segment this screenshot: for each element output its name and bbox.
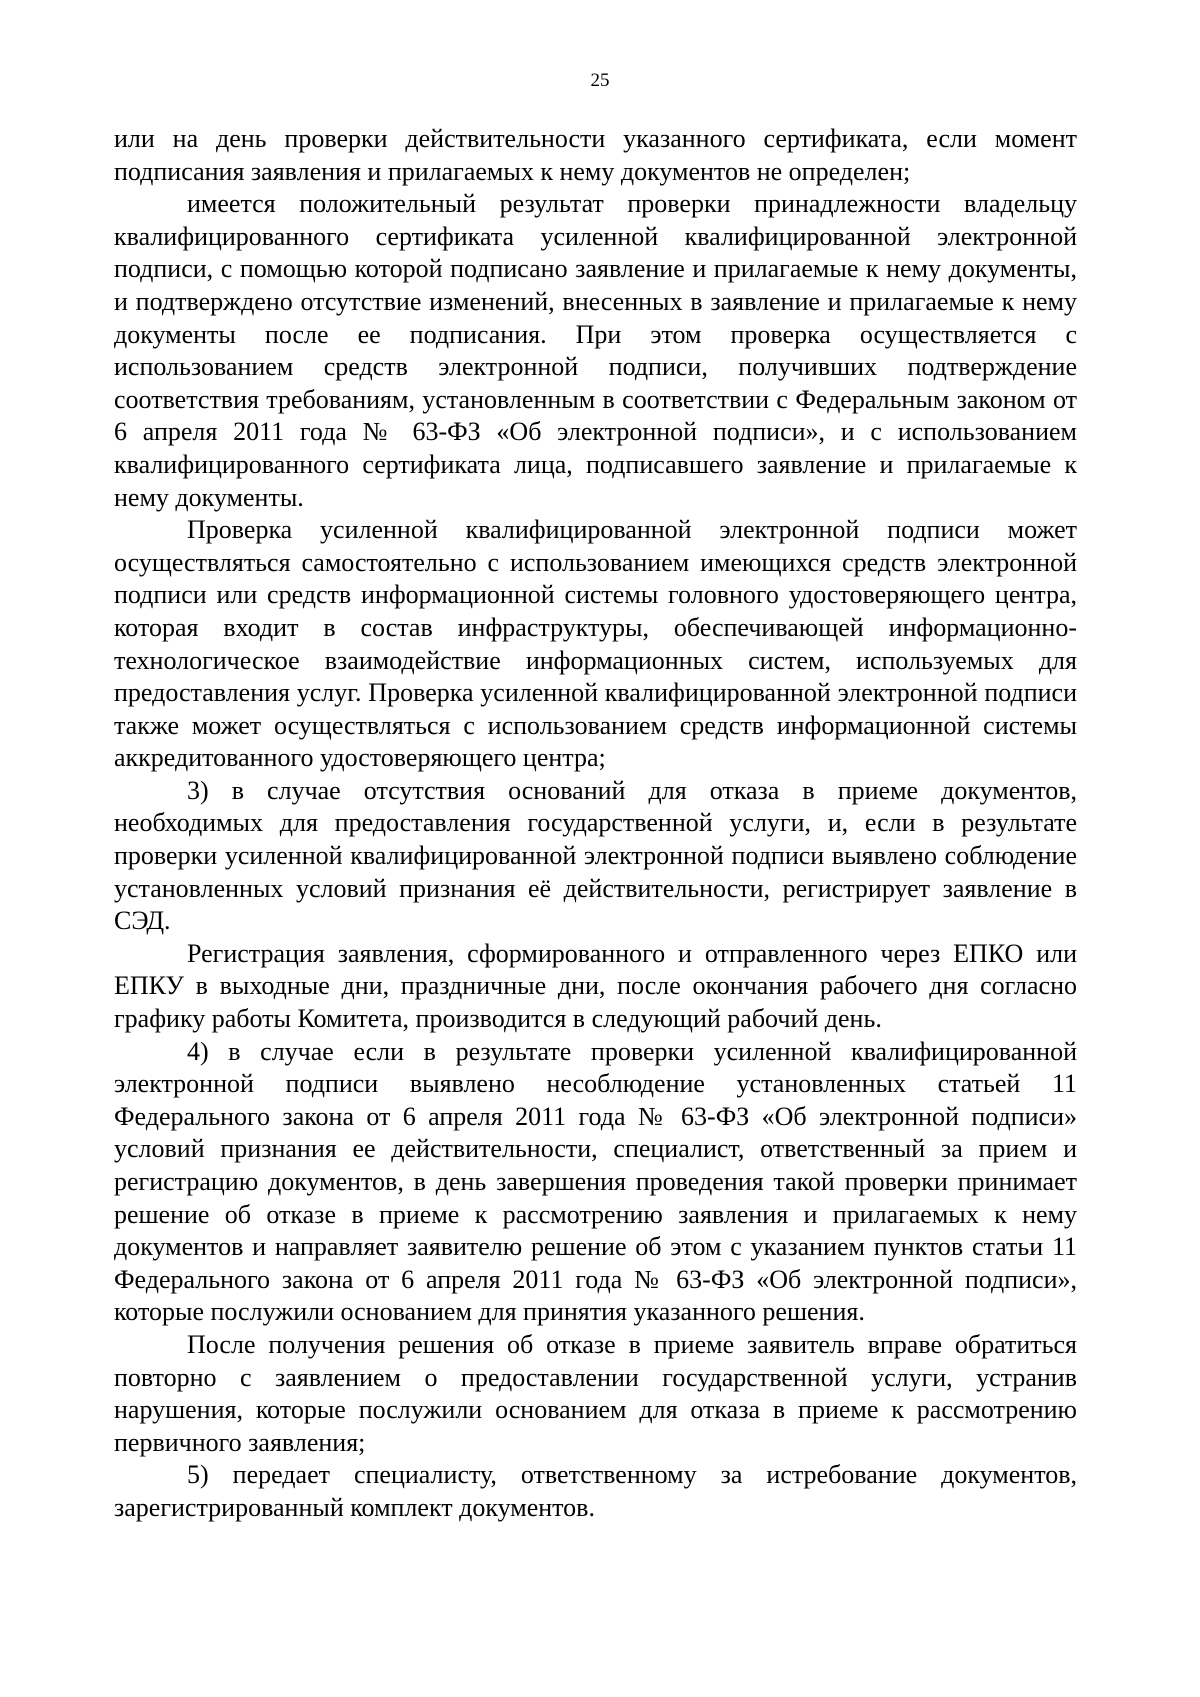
- paragraph-8: 5) передает специалисту, ответственному за истребование документов, зарегистрированный комплект документов.: [114, 1460, 1077, 1522]
- paragraph-2: имеется положительный результат проверки принадлежности владельцу квалифицированного сертификата усиленной квалифицированной электронной подписи, с помощью которой подписано заявление и прилагаемые к нему документы, и подтверждено отсутствие изменений, внесенных в заявление и прилагаемые к нему документы после ее подписания. При этом проверка осуществляется с использованием средств электронной подписи, получивших подтверждение соответствия требованиям, установленным в соответствии с Федеральным законом от 6 апреля 2011 года № 63-ФЗ «Об электронной подписи», и с использованием квалифицированного сертификата лица, подписавшего заявление и прилагаемые к нему документы.: [114, 189, 1077, 512]
- paragraph-6: 4) в случае если в результате проверки усиленной квалифицированной электронной подписи выявлено несоблюдение установленных статьей 11 Федерального закона от 6 апреля 2011 года № 63-ФЗ «Об электронной подписи» условий признания ее действительности, специалист, ответственный за прием и регистрацию документов, в день завершения проведения такой проверки принимает решение об отказе в приеме к рассмотрению заявления и прилагаемых к нему документов и направляет заявителю решение об этом с указанием пунктов статьи 11 Федерального закона от 6 апреля 2011 года № 63-ФЗ «Об электронной подписи», которые послужили основанием для принятия указанного решения.: [114, 1036, 1077, 1327]
- document-body: [114, 123, 1077, 1525]
- paragraph-5: Регистрация заявления, сформированного и отправленного через ЕПКО или ЕПКУ в выходные дни, праздничные дни, после окончания рабочего дня согласно графику работы Комитета, производится в следующий рабочий день.: [114, 938, 1077, 1034]
- page-number: 25: [590, 70, 610, 91]
- paragraph-1: или на день проверки действительности указанного сертификата, если момент подписания заявления и прилагаемых к нему документов не определен;: [114, 124, 1077, 186]
- paragraph-3: Проверка усиленной квалифицированной электронной подписи может осуществляться самостоятельно с использованием имеющихся средств электронной подписи или средств информационной системы головного удостоверяющего центра, которая входит в состав инфраструктуры, обеспечивающей информационно-технологическое взаимодействие информационных систем, используемых для предоставления услуг. Проверка усиленной квалифицированной электронной подписи также может осуществляться с использованием средств информационной системы аккредитованного удостоверяющего центра;: [114, 515, 1077, 773]
- paragraph-4: 3) в случае отсутствия оснований для отказа в приеме документов, необходимых для предоставления государственной услуги, и, если в результате проверки усиленной квалифицированной электронной подписи выявлено соблюдение установленных условий признания её действительности, регистрирует заявление в СЭД.: [114, 775, 1077, 936]
- paragraph-7: После получения решения об отказе в приеме заявитель вправе обратиться повторно с заявлением о предоставлении государственной услуги, устранив нарушения, которые послужили основанием для отказа в приеме к рассмотрению первичного заявления;: [114, 1329, 1077, 1457]
